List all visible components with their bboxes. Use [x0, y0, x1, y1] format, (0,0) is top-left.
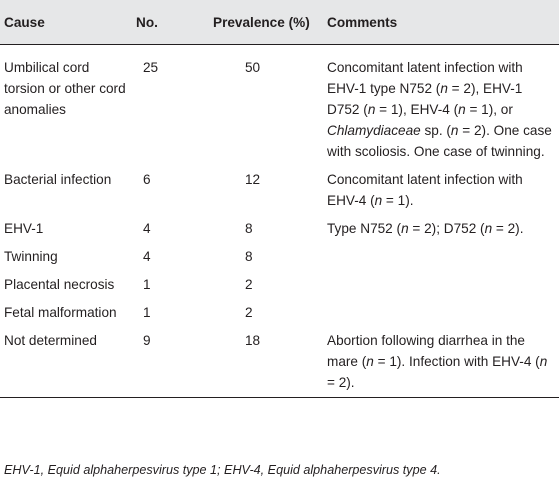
header-prevalence: Prevalence (%) [199, 0, 325, 45]
table-row [0, 169, 559, 218]
table-row [0, 246, 559, 274]
table-header [0, 0, 559, 45]
cause-cell: Placental necrosis [4, 277, 115, 292]
count-cell: 4 [143, 221, 151, 236]
comment-cell [325, 302, 559, 330]
table-row [0, 330, 559, 398]
header-row [0, 0, 559, 45]
cause-cell: EHV-1 [4, 221, 44, 236]
count-cell: 25 [143, 60, 159, 75]
count-cell: 6 [143, 172, 151, 187]
header-no: No. [131, 0, 199, 45]
table-row [0, 302, 559, 330]
prevalence-cell: 8 [245, 221, 253, 236]
cause-cell: Twinning [4, 249, 58, 264]
count-cell: 1 [143, 277, 151, 292]
prevalence-cell: 12 [245, 172, 261, 187]
count-cell: 9 [131, 330, 199, 398]
header-cause: Cause [0, 0, 131, 45]
prevalence-cell: 8 [245, 249, 253, 264]
table-row [0, 218, 559, 246]
count-cell: 4 [143, 249, 151, 264]
cause-cell: Fetal malformation [4, 305, 117, 320]
prevalence-cell: 18 [199, 330, 325, 398]
comment-cell: Concomitant latent infection with EHV-4 (n = 1). [327, 172, 523, 208]
cause-cell: Not determined [0, 330, 131, 398]
cause-cell: Bacterial infection [4, 172, 112, 187]
prevalence-cell: 2 [245, 305, 253, 320]
prevalence-cell: 50 [245, 60, 261, 75]
comment-cell [325, 274, 559, 302]
comment-cell [325, 246, 559, 274]
header-comments: Comments [325, 0, 559, 45]
table-footnote: EHV-1, Equid alphaherpesvirus type 1; EHV-4, Equid alphaherpesvirus type 4. [4, 463, 441, 477]
table-body [0, 45, 559, 398]
table-row [0, 274, 559, 302]
cause-cell: Umbilical cord torsion or other cord anomalies [4, 60, 126, 117]
table-row [0, 45, 559, 170]
comment-cell: Abortion following diarrhea in the mare (n = 1). Infection with EHV-4 (n = 2). [325, 330, 559, 398]
count-cell: 1 [143, 305, 151, 320]
comment-cell: Type N752 (n = 2); D752 (n = 2). [327, 221, 524, 236]
prevalence-cell: 2 [245, 277, 253, 292]
comment-cell: Concomitant latent infection with EHV-1 type N752 (n = 2), EHV-1 D752 (n = 1), EHV-4 (n = 1), or Chlamydiaceae sp. (n = 2). One case with scoliosis. One case of twinning. [327, 60, 552, 159]
